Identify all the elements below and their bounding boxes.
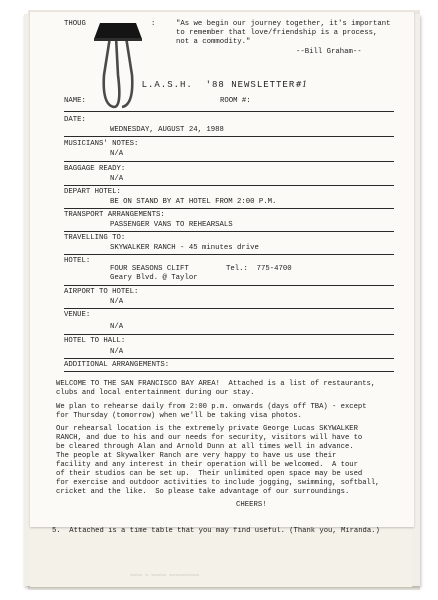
- rule: [64, 231, 394, 232]
- airport-value: N/A: [110, 298, 124, 306]
- paragraph-location-line: be cleared through Alan and Arnold Dunn at all times well in advance.: [56, 443, 354, 451]
- hotel-address: Geary Blvd. @ Taylor: [110, 274, 198, 282]
- rule: [64, 285, 394, 286]
- quote-line-2: to remember that love/friendship is a process,: [176, 29, 378, 37]
- hotel-name: FOUR SEASONS CLIFT: [110, 265, 189, 273]
- baggage-value: N/A: [110, 175, 124, 183]
- faint-text: ~~~~ ~ ~~~~~ ~~~~~~~~~~: [130, 573, 200, 579]
- name-label: NAME:: [64, 97, 86, 105]
- title-text: L.A.S.H. '88 NEWSLETTER: [141, 80, 296, 90]
- paragraph-location-line: The people at Skywalker Ranch are very happy to have us use their: [56, 452, 337, 460]
- hall-value: N/A: [110, 348, 124, 356]
- travelling-label: TRAVELLING TO:: [64, 234, 126, 242]
- musicians-label: MUSICIANS' NOTES:: [64, 140, 139, 148]
- paragraph-location-line: for exercise and outdoor activities to include jogging, swimming, softball,: [56, 479, 380, 487]
- baggage-label: BAGGAGE READY:: [64, 165, 126, 173]
- hotel-phone: Tel.: 775-4700: [226, 265, 292, 273]
- rule: [64, 308, 394, 309]
- airport-label: AIRPORT TO HOTEL:: [64, 288, 139, 296]
- paragraph-welcome-line: clubs and local entertainment during our stay.: [56, 389, 255, 397]
- rule: [64, 185, 394, 186]
- rule: [64, 208, 394, 209]
- paragraph-rehearse-line: We plan to rehearse daily from 2:00 p.m. onwards (days off TBA) - except: [56, 403, 367, 411]
- quote-line-1: "As we begin our journey together, it's important: [176, 20, 391, 28]
- underlying-line-5: 5. Attached is a time table that you may find useful. (Thank you, Miranda.): [52, 527, 380, 535]
- header-label-left: THOUG: [64, 20, 86, 28]
- rule: [64, 136, 394, 137]
- paragraph-location-line: cricket and the like. So please take advantage of our surroundings.: [56, 488, 350, 496]
- paragraph-welcome-line: WELCOME TO THE SAN FRANCISCO BAY AREA! Attached is a list of restaurants,: [56, 380, 376, 388]
- room-label: ROOM #:: [220, 97, 251, 105]
- rule: [64, 371, 394, 372]
- transport-value: PASSENGER VANS TO REHEARSALS: [110, 221, 233, 229]
- travelling-value: SKYWALKER RANCH - 45 minutes drive: [110, 244, 259, 252]
- paragraph-location-line: Our rehearsal location is the extremely private George Lucas SKYWALKER: [56, 425, 358, 433]
- closing-cheers: CHEERS!: [236, 501, 267, 509]
- binder-clip-icon: [92, 15, 144, 115]
- date-label: DATE:: [64, 116, 86, 124]
- paragraph-location-line: of their studios can be set up. Their unlimited open space may be used: [56, 470, 363, 478]
- musicians-value: N/A: [110, 150, 124, 158]
- quote-line-3: not a commodity.": [176, 38, 251, 46]
- date-value: WEDNESDAY, AUGUST 24, 1988: [110, 126, 224, 134]
- paragraph-location-line: facility and any interest in their operation will be welcomed. A tour: [56, 461, 358, 469]
- additional-label: ADDITIONAL ARRANGEMENTS:: [64, 361, 170, 369]
- rule: [64, 358, 394, 359]
- venue-label: VENUE:: [64, 311, 91, 319]
- quote-author: --Bill Graham--: [296, 48, 362, 56]
- rule: [64, 334, 394, 335]
- paragraph-rehearse-line: for Thursday (tomorrow) when we'll be taking visa photos.: [56, 412, 302, 420]
- rule: [64, 161, 394, 162]
- newsletter-page: [30, 12, 414, 527]
- hall-label: HOTEL TO HALL:: [64, 337, 126, 345]
- handwritten-number: #1: [295, 80, 308, 89]
- newsletter-title: [116, 70, 307, 100]
- depart-value: BE ON STAND BY AT HOTEL FROM 2:00 P.M.: [110, 198, 277, 206]
- paragraph-location-line: RANCH, and due to his and our needs for security, visitors will have to: [56, 434, 363, 442]
- hotel-label: HOTEL:: [64, 257, 91, 265]
- depart-label: DEPART HOTEL:: [64, 188, 121, 196]
- venue-value: N/A: [110, 323, 124, 331]
- transport-label: TRANSPORT ARRANGEMENTS:: [64, 211, 165, 219]
- rule: [64, 254, 394, 255]
- header-label-right: :: [151, 20, 156, 28]
